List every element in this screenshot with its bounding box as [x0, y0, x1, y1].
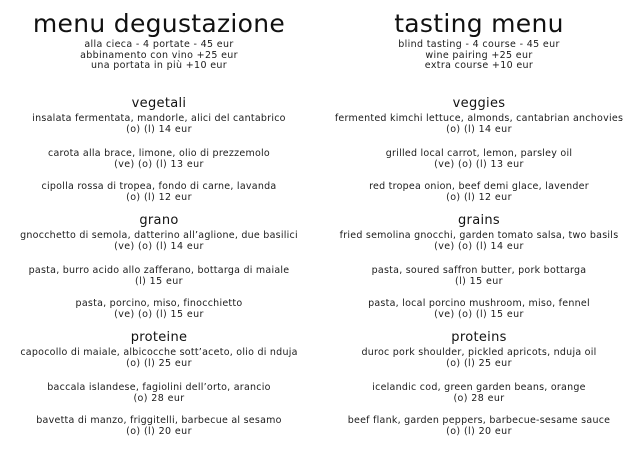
- dish-price: (o) (l) 12 eur: [446, 192, 512, 203]
- dish-name: pasta, burro acido allo zafferano, bottarga di maiale: [28, 265, 290, 276]
- dish-item: [320, 230, 638, 252]
- dish-name: capocollo di maiale, albicocche sott’aceto, olio di nduja: [20, 347, 298, 358]
- section-title: proteins: [451, 330, 507, 345]
- section-title: veggies: [452, 96, 506, 111]
- dish-name: beef flank, garden peppers, barbecue-sesame sauce: [347, 415, 611, 426]
- dish-price: (o) 28 eur: [453, 393, 505, 404]
- dish-item: [320, 113, 638, 135]
- dish-price: (o) 28 eur: [133, 393, 185, 404]
- dish-item: [0, 181, 318, 203]
- dish-name: gnocchetto di semola, datterino all’aglione, due basilici: [20, 230, 298, 241]
- dish-name: red tropea onion, beef demi glace, lavender: [369, 181, 589, 192]
- dish-name: pasta, porcino, miso, finocchietto: [75, 298, 243, 309]
- english-pricing-info: [320, 40, 638, 72]
- dish-item: [320, 181, 638, 203]
- section-title: vegetali: [131, 96, 187, 111]
- dish-price: (o) (l) 25 eur: [126, 358, 192, 369]
- section-title: grains: [458, 213, 500, 228]
- dish-price: (l) 15 eur: [135, 276, 183, 287]
- dish-item: [0, 298, 318, 320]
- dish-item: [0, 382, 318, 404]
- dish-price: (o) (l) 14 eur: [126, 124, 192, 135]
- dish-price: (ve) (o) (l) 13 eur: [114, 159, 204, 170]
- dish-item: [0, 347, 318, 369]
- pricing-line: una portata in più +10 eur: [90, 60, 228, 71]
- dish-name: grilled local carrot, lemon, parsley oil: [385, 148, 573, 159]
- section-title: grano: [139, 213, 179, 228]
- dish-item: [0, 148, 318, 170]
- dish-price: (ve) (o) (l) 14 eur: [114, 241, 204, 252]
- dish-price: (ve) (o) (l) 13 eur: [434, 159, 524, 170]
- dish-item: [0, 230, 318, 252]
- dish-item: [0, 415, 318, 437]
- dish-price: (ve) (o) (l) 15 eur: [114, 309, 204, 320]
- dish-name: bavetta di manzo, friggitelli, barbecue al sesamo: [36, 415, 282, 426]
- dish-item: [320, 382, 638, 404]
- italian-menu-title: menu degustazione: [32, 9, 286, 38]
- english-menu-title: tasting menu: [394, 9, 564, 38]
- dish-item: [320, 298, 638, 320]
- dish-name: pasta, soured saffron butter, pork bottarga: [371, 265, 587, 276]
- pricing-line: blind tasting - 4 course - 45 eur: [398, 39, 560, 50]
- dish-name: cipolla rossa di tropea, fondo di carne, lavanda: [41, 181, 277, 192]
- dish-item: [320, 148, 638, 170]
- dish-price: (l) 15 eur: [455, 276, 503, 287]
- dish-name: fried semolina gnocchi, garden tomato salsa, two basils: [339, 230, 619, 241]
- pricing-line: wine pairing +25 eur: [425, 49, 533, 61]
- dish-item: [320, 265, 638, 287]
- dish-item: [320, 347, 638, 369]
- italian-pricing-info: [0, 40, 318, 72]
- dish-name: icelandic cod, green garden beans, orange: [372, 382, 586, 393]
- pricing-line: abbinamento con vino +25 eur: [80, 49, 238, 61]
- dish-item: [0, 265, 318, 287]
- dish-name: fermented kimchi lettuce, almonds, cantabrian anchovies: [334, 113, 624, 124]
- dish-name: carota alla brace, limone, olio di prezzemolo: [48, 148, 270, 159]
- dish-price: (ve) (o) (l) 15 eur: [434, 309, 524, 320]
- dish-price: (o) (l) 12 eur: [126, 192, 192, 203]
- dish-name: duroc pork shoulder, pickled apricots, nduja oil: [361, 347, 597, 358]
- dish-price: (o) (l) 20 eur: [126, 426, 192, 437]
- dish-name: pasta, local porcino mushroom, miso, fennel: [368, 298, 590, 309]
- dish-name: insalata fermentata, mandorle, alici del cantabrico: [32, 113, 286, 124]
- dish-price: (o) (l) 20 eur: [446, 426, 512, 437]
- dish-price: (ve) (o) (l) 14 eur: [434, 241, 524, 252]
- dish-price: (o) (l) 25 eur: [446, 358, 512, 369]
- section-title: proteine: [130, 330, 188, 345]
- pricing-line: extra course +10 eur: [424, 60, 534, 71]
- dish-item: [320, 415, 638, 437]
- dish-item: [0, 113, 318, 135]
- dish-name: baccala islandese, fagiolini dell’orto, arancio: [47, 382, 271, 393]
- pricing-line: alla cieca - 4 portate - 45 eur: [84, 39, 234, 50]
- dish-price: (o) (l) 14 eur: [446, 124, 512, 135]
